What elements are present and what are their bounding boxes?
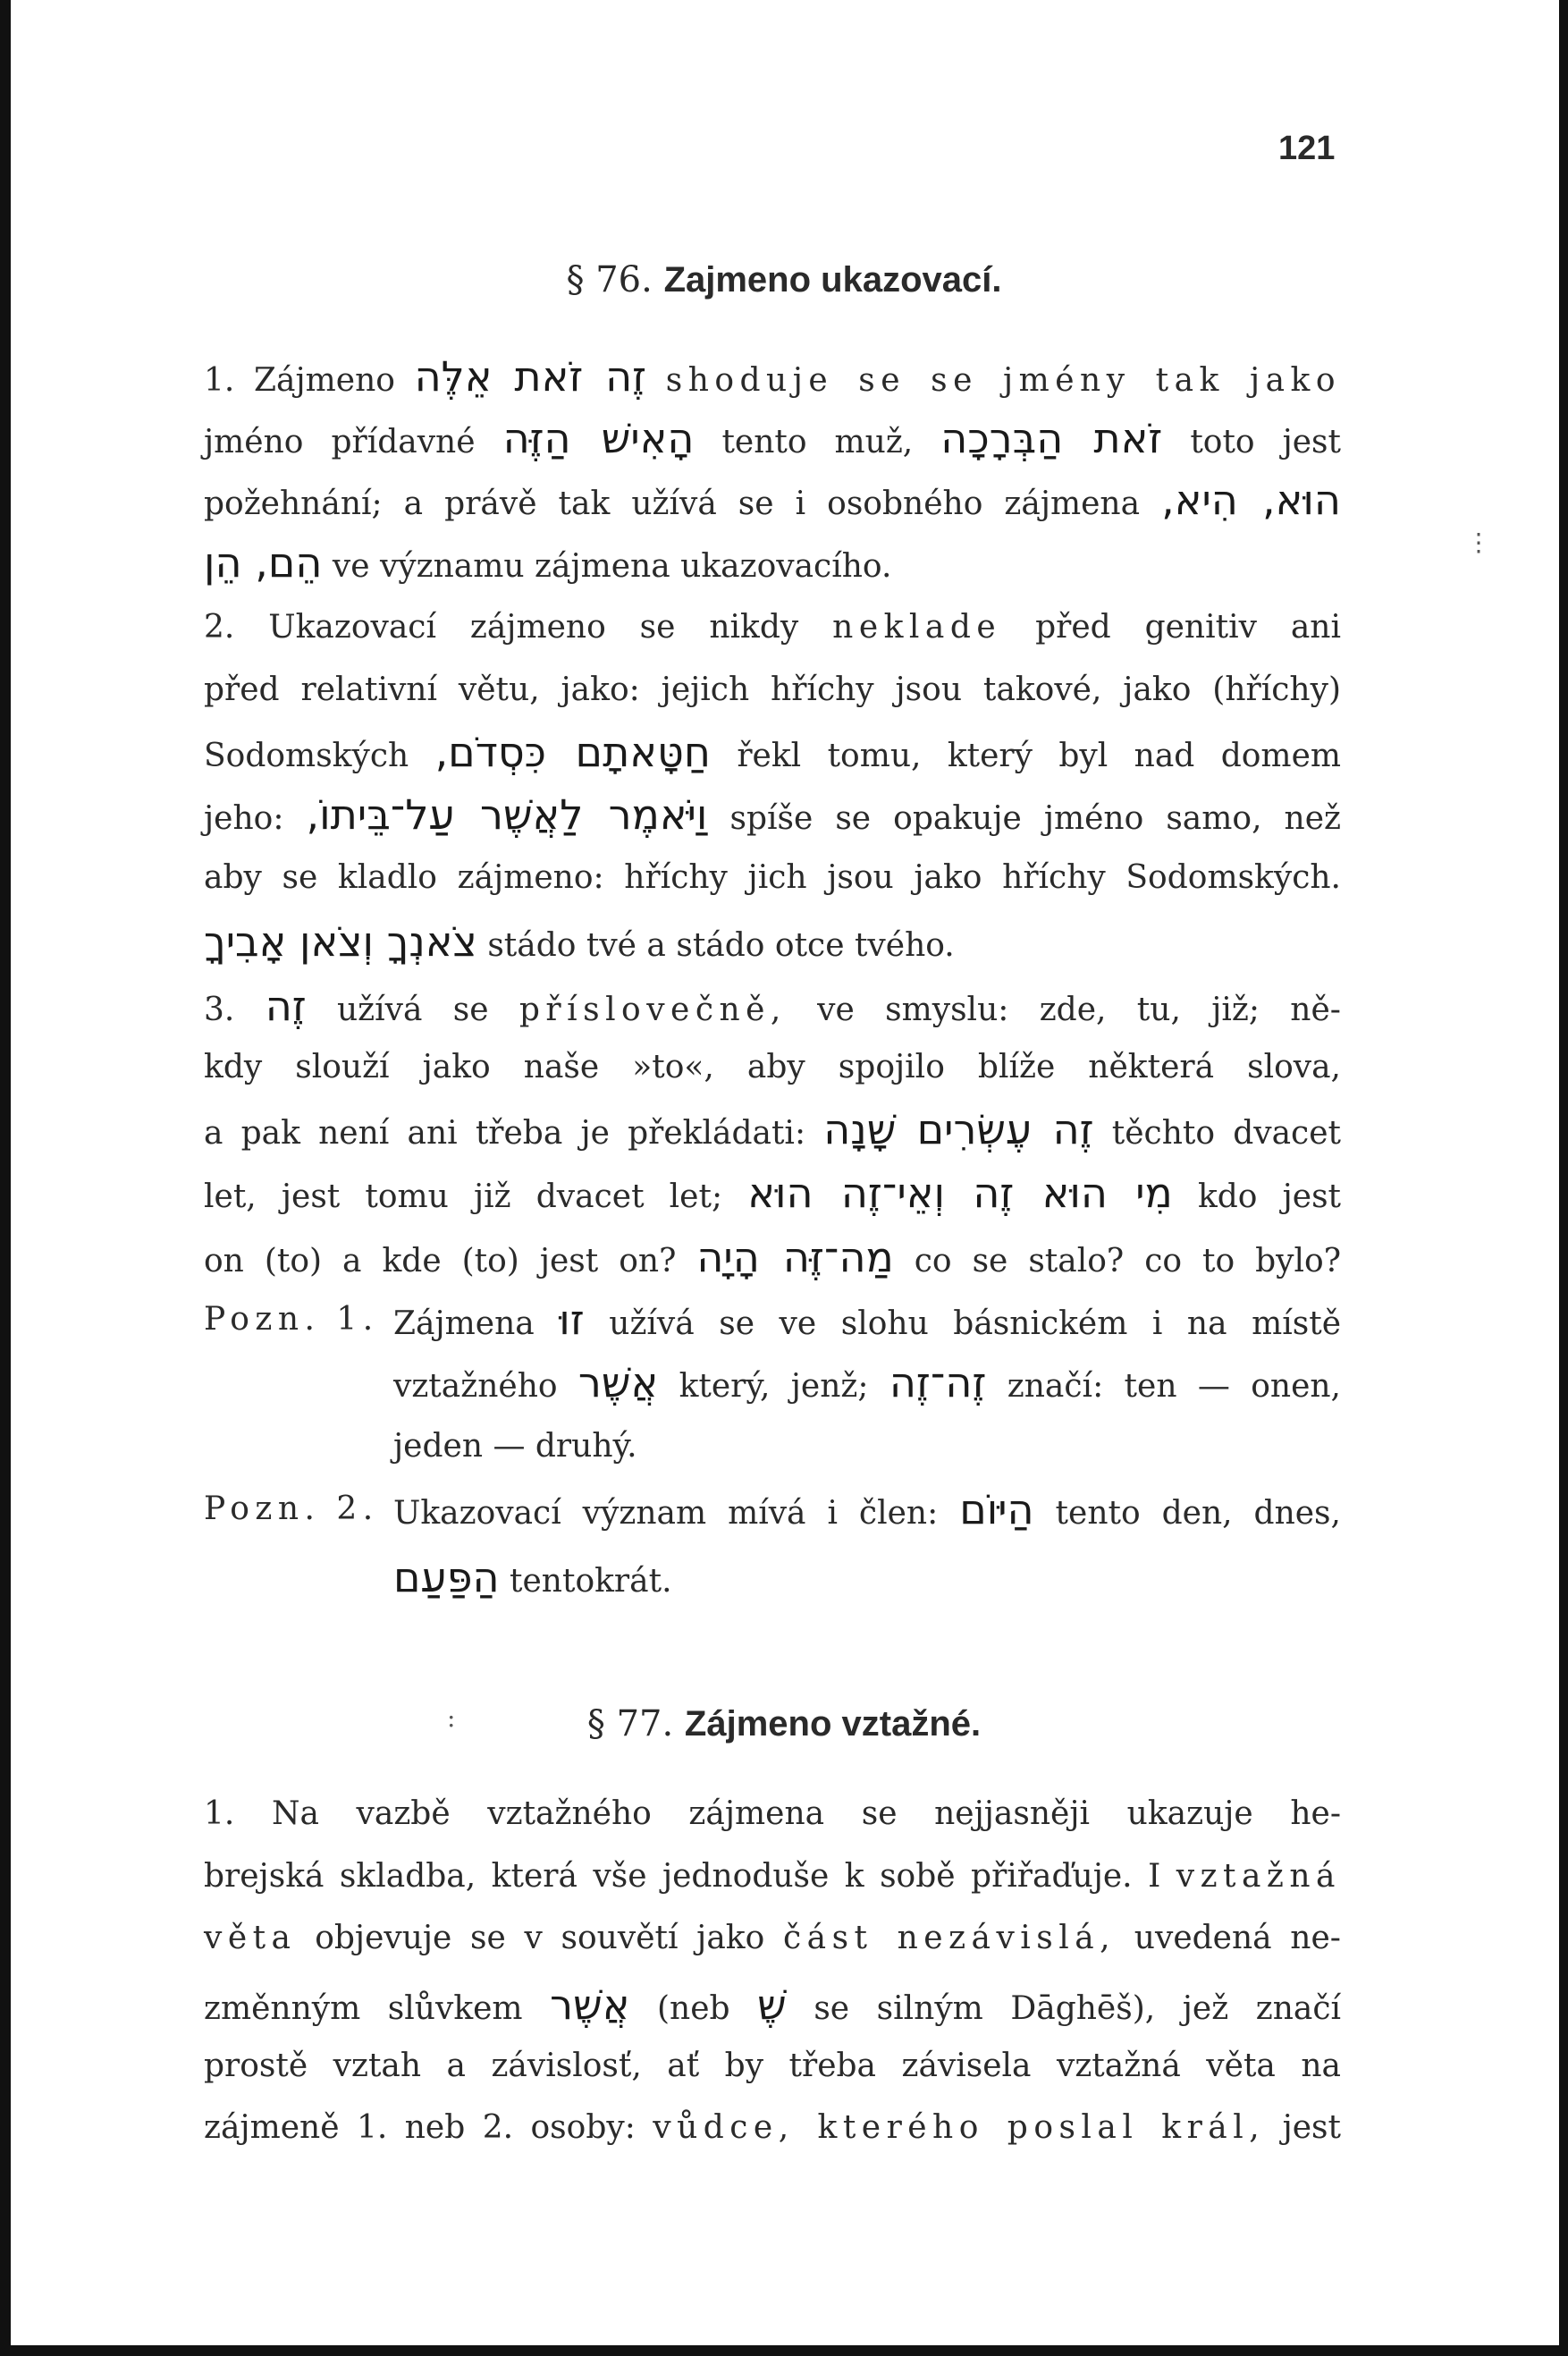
s76-p1-line-1: 1. Zájmeno זֶה זֹאת אֵלֶּה shoduje se se jmény tak jako xyxy=(204,352,1341,401)
s76-p1-line-2: jméno přídavné הָאִישׁ הַזֶּה tento muž, זֹאת הַבְּרָכָה toto jest xyxy=(204,414,1342,462)
hebrew-text: זֹאת הַבְּרָכָה xyxy=(940,414,1163,462)
scan-speck: : xyxy=(447,1703,456,1733)
hebrew-text: הוּא, הִיא, xyxy=(1161,476,1341,524)
hebrew-text: מַה־זֶּה הָיָה xyxy=(696,1233,894,1281)
scan-edge-right xyxy=(1559,0,1568,2356)
section-76-title: Zajmeno ukazovací. xyxy=(663,260,1002,300)
note-1-line-2: vztažného אֲשֶׁר který, jenž; זֶה־זֶה značí: ten — onen, xyxy=(393,1358,1341,1406)
hebrew-text: חַטָּאתָם כִּסְדֹם, xyxy=(434,728,711,776)
note-2-line-2: הַפַּעַם tentokrát. xyxy=(393,1553,672,1601)
hebrew-text: הַיּוֹם xyxy=(959,1485,1034,1533)
s76-p2-line-5: aby se kladlo zájmeno: hříchy jich jsou jako hříchy Sodomských. xyxy=(204,859,1341,896)
section-76-number: § 76. xyxy=(566,259,653,300)
hebrew-text: זֶה xyxy=(265,982,307,1030)
section-76-heading xyxy=(0,259,1568,300)
s76-p2-line-3: Sodomských חַטָּאתָם כִּסְדֹם, řekl tomu, který byl nad domem xyxy=(204,728,1342,776)
hebrew-text: זֶה זֹאת אֵלֶּה xyxy=(414,352,647,401)
s76-p2-line-6: צֹאנְךָ וְצֹאן אָבִיךָ stádo tvé a stádo otce tvého. xyxy=(204,917,955,966)
note-2-line-1: Ukazovací význam mívá i člen: הַיּוֹם tento den, dnes, xyxy=(393,1485,1341,1533)
s76-p2-line-1: 2. Ukazovací zájmeno se nikdy neklade před genitiv ani xyxy=(204,609,1341,646)
hebrew-text: וַיֹּאמֶר לַאֲשֶׁר עַל־בֵּיתוֹ, xyxy=(306,790,708,839)
hebrew-text: זֶה עֶשְׂרִים שָׁנָה xyxy=(823,1105,1094,1153)
s76-p3-line-1: 3. זֶה užívá se příslovečně, ve smyslu: zde, tu, již; ně- xyxy=(204,982,1341,1030)
hebrew-text: שֶׁ xyxy=(757,1980,787,2029)
hebrew-text: זֶה־זֶה xyxy=(889,1358,987,1406)
s76-p3-line-2: kdy slouží jako naše »to«, aby spojilo blíže některá slova, xyxy=(204,1049,1341,1085)
scan-speck: ⋮ xyxy=(1466,528,1491,557)
page-number: 121 xyxy=(1278,130,1336,167)
section-77-number: § 77. xyxy=(586,1703,674,1744)
s76-p1-line-4: הֵם, הֵן ve významu zájmena ukazovacího. xyxy=(204,538,892,587)
note-1-label: Pozn. 1. xyxy=(204,1301,379,1338)
s77-p1-line-4: změnným slůvkem אֲשֶׁר (neb שֶׁ se silným Dāghēš), jež značí xyxy=(204,1980,1342,2029)
s77-p1-line-1: 1. Na vazbě vztažného zájmena se nejjasněji ukazuje he- xyxy=(204,1795,1341,1832)
note-1-line-1: Zájmena זוּ užívá se ve slohu básnickém i na místě xyxy=(393,1296,1341,1344)
s76-p1-line-3: požehnání; a právě tak užívá se i osobného zájmena הוּא, הִיא, xyxy=(204,476,1341,524)
hebrew-text: הָאִישׁ הַזֶּה xyxy=(502,414,695,462)
scan-edge-bottom xyxy=(0,2345,1568,2356)
s77-p1-line-6: zájmeně 1. neb 2. osoby: vůdce, kterého poslal král, jest xyxy=(204,2109,1341,2146)
section-77-heading xyxy=(0,1703,1568,1744)
hebrew-text: אֲשֶׁר xyxy=(577,1358,659,1406)
hebrew-text: הֵם, הֵן xyxy=(204,538,323,587)
s77-p1-line-3: věta objevuje se v souvětí jako část nezávislá, uvedená ne- xyxy=(204,1920,1341,1956)
note-2-label: Pozn. 2. xyxy=(204,1490,379,1527)
hebrew-text: זוּ xyxy=(559,1296,585,1344)
hebrew-text: מִי הוּא זֶה וְאֵי־זֶה הוּא xyxy=(747,1169,1173,1217)
s76-p3-line-5: on (to) a kde (to) jest on? מַה־זֶּה הָיָה co se stalo? co to bylo? xyxy=(204,1233,1341,1281)
s76-p3-line-4: let, jest tomu již dvacet let; מִי הוּא זֶה וְאֵי־זֶה הוּא kdo jest xyxy=(204,1169,1342,1217)
hebrew-text: צֹאנְךָ וְצֹאן אָבִיךָ xyxy=(204,917,477,966)
s77-p1-line-5: prostě vztah a závislosť, ať by třeba závisela vztažná věta na xyxy=(204,2048,1341,2084)
s76-p2-line-2: před relativní větu, jako: jejich hříchy jsou takové, jako (hříchy) xyxy=(204,671,1341,708)
s76-p3-line-3: a pak není ani třeba je překládati: זֶה עֶשְׂרִים שָׁנָה těchto dvacet xyxy=(204,1105,1341,1153)
note-1-line-3: jeden — druhý. xyxy=(393,1428,637,1465)
scan-edge-left xyxy=(0,0,11,2356)
section-77-title: Zájmeno vztažné. xyxy=(684,1704,982,1744)
hebrew-text: הַפַּעַם xyxy=(393,1553,500,1601)
s76-p2-line-4: jeho: וַיֹּאמֶר לַאֲשֶׁר עַל־בֵּיתוֹ, spíše se opakuje jméno samo, než xyxy=(204,790,1342,839)
s77-p1-line-2: brejská skladba, která vše jednoduše k sobě přiřaďuje. I vztažná xyxy=(204,1858,1341,1895)
hebrew-text: אֲשֶׁר xyxy=(550,1980,630,2029)
